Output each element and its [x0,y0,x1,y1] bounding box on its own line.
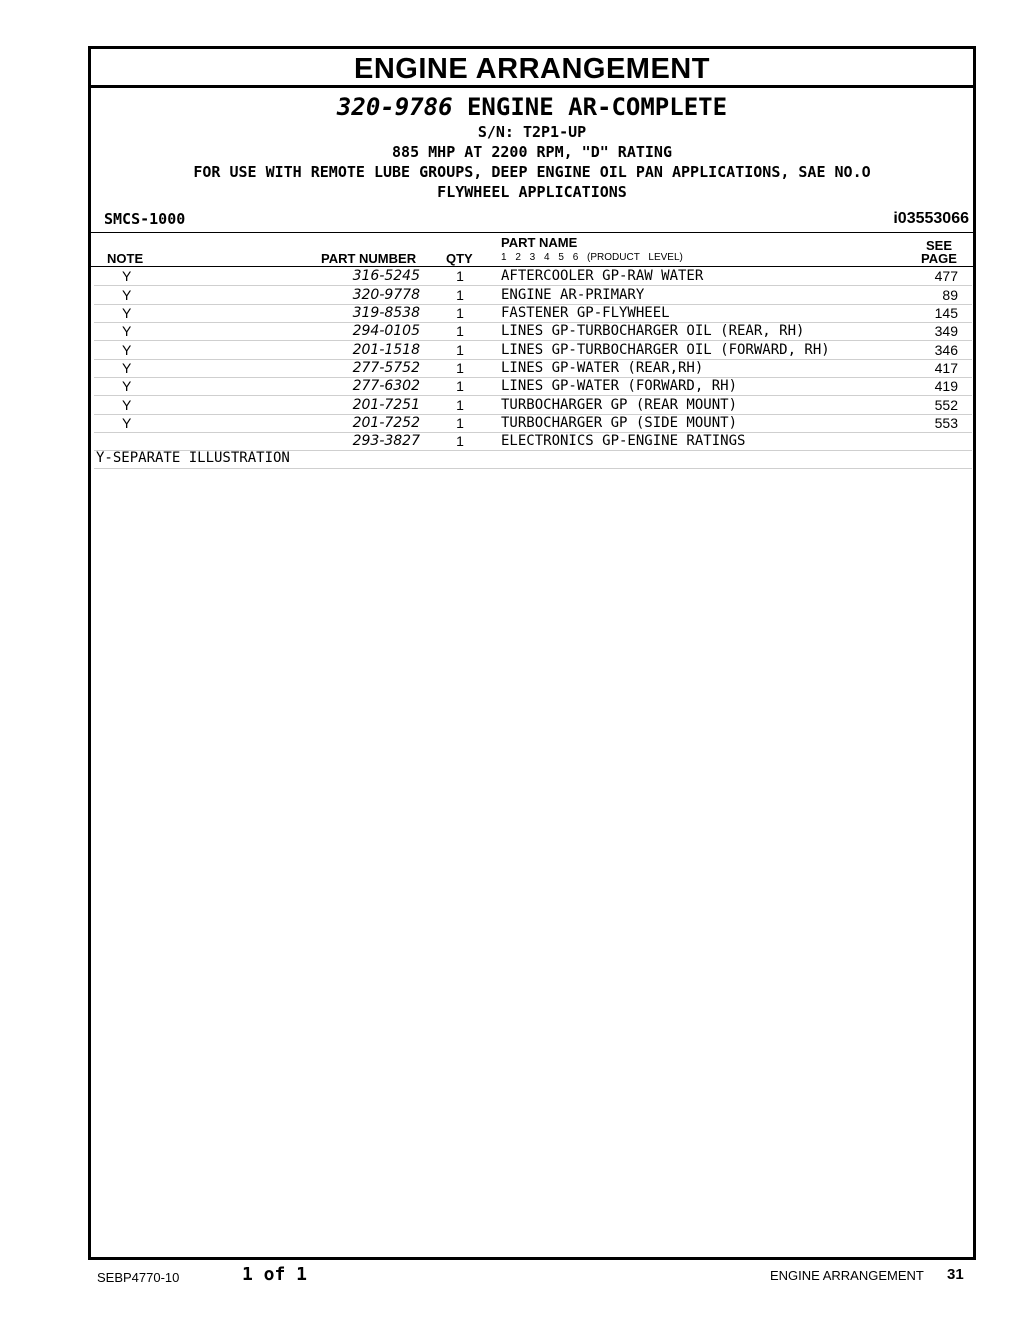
table-row [94,432,972,451]
row-part-name: TURBOCHARGER GP (REAR MOUNT) [501,397,738,413]
row-part-number: 201-7251 [352,397,420,413]
row-note: Y [122,268,132,284]
row-part-number: 293-3827 [352,433,420,449]
table-row [94,341,972,360]
row-see-page: 89 [942,287,958,303]
row-part-name: LINES GP-WATER (FORWARD, RH) [501,378,738,394]
row-part-number: 320-9778 [352,287,420,303]
page-count: 1 of 1 [242,1264,308,1285]
document-frame [88,46,976,1260]
row-note: Y [122,378,132,394]
row-part-number: 277-6302 [352,378,420,394]
row-see-page: 477 [934,268,958,284]
table-row [94,377,972,396]
row-see-page: 349 [934,323,958,339]
row-part-number: 201-1518 [352,342,420,358]
column-header-note: NOTE [107,251,144,266]
footnote-divider [94,468,972,469]
page-title [91,93,973,121]
table-row [94,414,972,433]
row-note: Y [122,360,132,376]
page-number: 31 [947,1266,964,1283]
row-see-page: 552 [934,397,958,413]
row-note: Y [122,397,132,413]
usage-line-1: FOR USE WITH REMOTE LUBE GROUPS, DEEP ENGINE OIL PAN APPLICATIONS, SAE NO.O [193,163,871,181]
row-part-name: ENGINE AR-PRIMARY [501,287,645,303]
rating-line: 885 MHP AT 2200 RPM, "D" RATING [392,143,672,161]
table-row [94,286,972,305]
title-part-number: 320-9786 [336,93,453,121]
illustration-footnote: Y-SEPARATE ILLUSTRATION [96,450,290,466]
row-part-name: AFTERCOOLER GP-RAW WATER [501,268,704,284]
row-note: Y [122,415,132,431]
column-header-part-name: PART NAME [501,235,578,250]
row-qty: 1 [456,342,464,358]
table-row [94,304,972,323]
row-part-number: 316-5245 [352,268,420,284]
document-id: SEBP4770-10 [97,1270,180,1285]
section-banner: ENGINE ARRANGEMENT [91,49,973,88]
table-row [94,396,972,415]
header-divider [91,232,973,233]
row-qty: 1 [456,268,464,284]
row-note: Y [122,342,132,358]
row-see-page: 419 [934,378,958,394]
row-part-name: LINES GP-WATER (REAR,RH) [501,360,704,376]
title-name: ENGINE AR-COMPLETE [466,93,728,121]
column-header-see: SEE [926,238,953,253]
row-qty: 1 [456,287,464,303]
row-part-number: 294-0105 [352,323,420,339]
row-part-number: 319-8538 [352,305,420,321]
row-part-name: FASTENER GP-FLYWHEEL [501,305,670,321]
row-note: Y [122,305,132,321]
row-qty: 1 [456,433,464,449]
row-qty: 1 [456,397,464,413]
column-header-qty: QTY [446,251,473,266]
usage-line-2: FLYWHEEL APPLICATIONS [437,183,627,201]
column-header-page: PAGE [921,251,957,266]
footer-section-title: ENGINE ARRANGEMENT [770,1268,924,1283]
serial-number-line: S/N: T2P1-UP [477,123,587,141]
table-row [94,267,972,286]
row-see-page: 553 [934,415,958,431]
row-see-page: 145 [934,305,958,321]
row-part-name: TURBOCHARGER GP (SIDE MOUNT) [501,415,738,431]
row-qty: 1 [456,415,464,431]
row-see-page: 417 [934,360,958,376]
table-row [94,322,972,341]
table-row [94,359,972,378]
row-see-page: 346 [934,342,958,358]
row-note: Y [122,287,132,303]
row-part-name: LINES GP-TURBOCHARGER OIL (FORWARD, RH) [501,342,830,358]
smcs-code: SMCS-1000 [104,210,186,228]
row-qty: 1 [456,305,464,321]
row-qty: 1 [456,323,464,339]
row-part-number: 201-7252 [352,415,420,431]
product-level-indicator: 1 2 3 4 5 6 (PRODUCT LEVEL) [501,252,683,263]
row-qty: 1 [456,378,464,394]
column-header-part-number: PART NUMBER [321,251,417,266]
illustration-id: i03553066 [893,210,969,227]
row-part-name: LINES GP-TURBOCHARGER OIL (REAR, RH) [501,323,805,339]
row-part-name: ELECTRONICS GP-ENGINE RATINGS [501,433,746,449]
row-part-number: 277-5752 [352,360,420,376]
row-qty: 1 [456,360,464,376]
row-note: Y [122,323,132,339]
